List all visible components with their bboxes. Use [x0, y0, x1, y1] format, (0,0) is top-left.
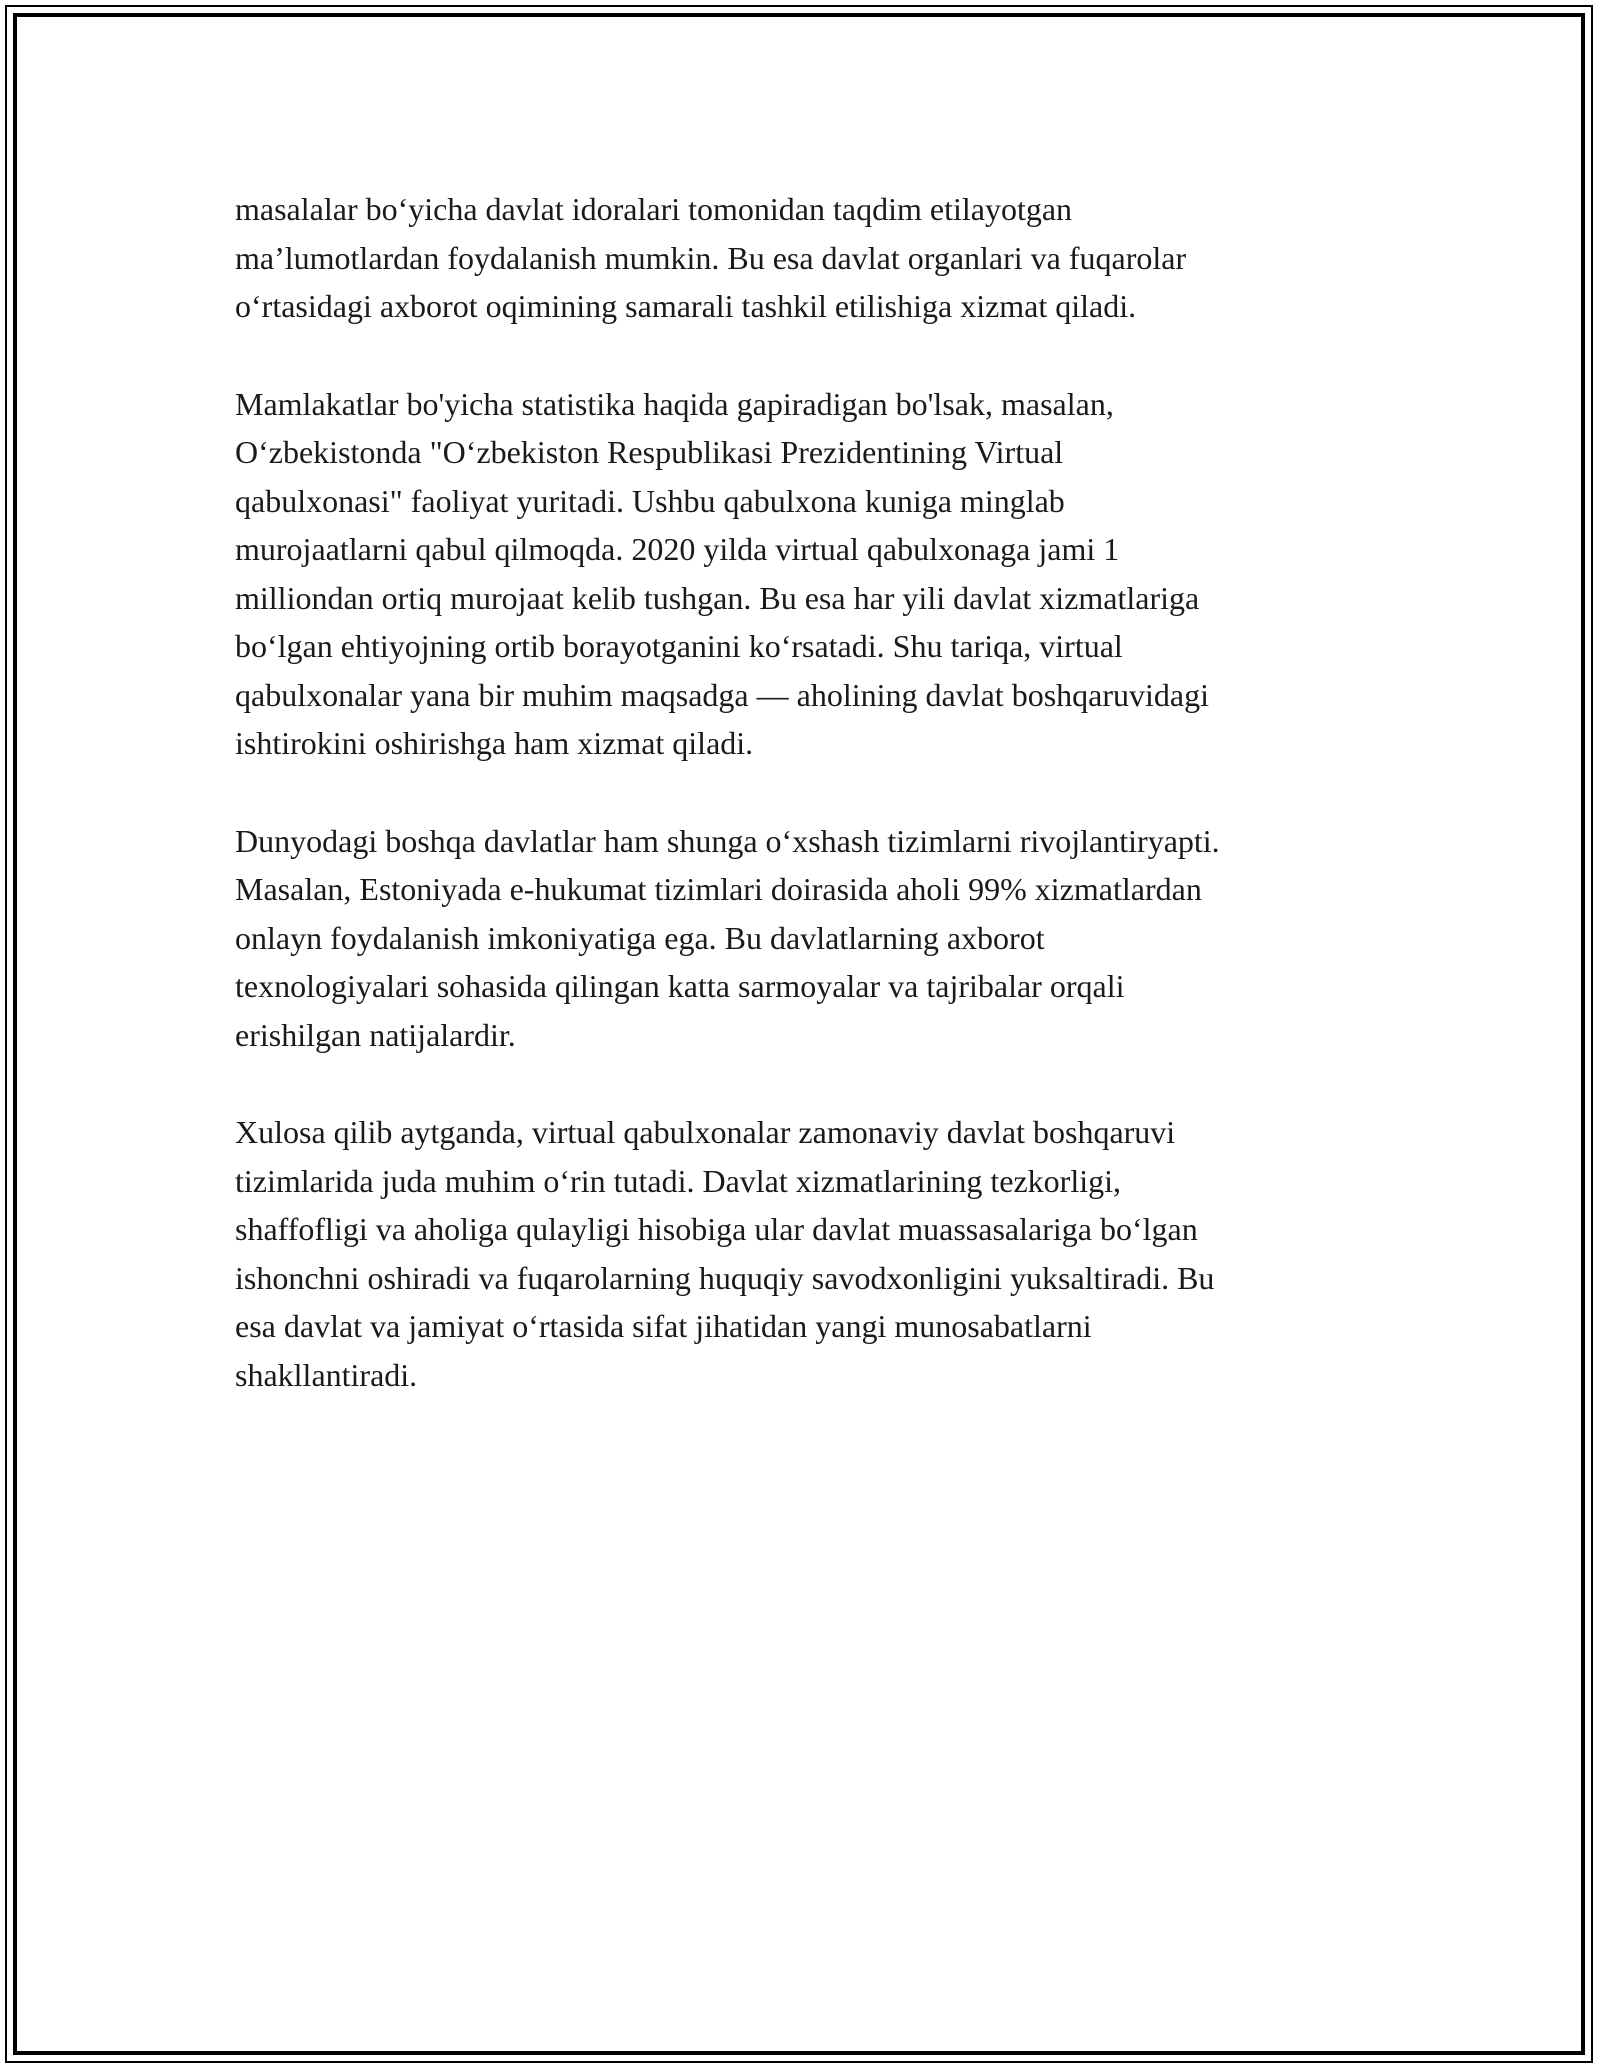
text-line: Mamlakatlar bo'yicha statistika haqida gapiradigan bo'lsak, masalan, — [235, 385, 1114, 422]
document-body — [235, 185, 1385, 1448]
paragraph-2 — [235, 380, 1385, 768]
text-line: masalalar bo‘yicha davlat idoralari tomonidan taqdim etilayotgan — [235, 191, 1073, 227]
text-line: bo‘lgan ehtiyojning ortib borayotganini ko‘rsatadi. Shu tariqa, virtual — [235, 628, 1123, 664]
text-line: erishilgan natijalardir. — [235, 1016, 516, 1053]
text-line: qabulxonasi" faoliyat yuritadi. Ushbu qabulxona kuniga minglab — [235, 482, 1065, 519]
text-line: texnologiyalari sohasida qilingan katta sarmoyalar va tajribalar orqali — [235, 968, 1125, 1004]
text-line: Xulosa qilib aytganda, virtual qabulxonalar zamonaviy davlat boshqaruvi — [235, 1114, 1176, 1150]
text-line: shakllantiradi. — [235, 1356, 418, 1393]
text-line: ishonchni oshiradi va fuqarolarning huquqiy savodxonligini yuksaltiradi. Bu — [235, 1259, 1215, 1296]
text-line: onlayn foydalanish imkoniyatiga ega. Bu davlatlarning axborot — [235, 919, 1045, 956]
text-line: o‘rtasidagi axborot oqimining samarali tashkil etilishiga xizmat qiladi. — [235, 288, 1137, 324]
text-line: tizimlarida juda muhim o‘rin tutadi. Davlat xizmatlarining tezkorligi, — [235, 1162, 1121, 1199]
text-line: ishtirokini oshirishga ham xizmat qiladi. — [235, 725, 754, 761]
text-line: milliondan ortiq murojaat kelib tushgan. Bu esa har yili davlat xizmatlariga — [235, 579, 1200, 616]
text-line: shaffofligi va aholiga qulayligi hisobiga ular davlat muassasalariga bo‘lgan — [235, 1211, 1198, 1247]
text-line: Masalan, Estoniyada e-hukumat tizimlari doirasida aholi 99% xizmatlardan — [235, 871, 1202, 907]
text-line: O‘zbekistonda "O‘zbekiston Respublikasi Prezidentining Virtual — [235, 434, 1064, 470]
text-line: qabulxonalar yana bir muhim maqsadga — aholining davlat boshqaruvidagi — [235, 676, 1209, 713]
text-line: esa davlat va jamiyat o‘rtasida sifat jihatidan yangi munosabatlarni — [235, 1308, 1092, 1344]
paragraph-4 — [235, 1108, 1385, 1399]
text-line: murojaatlarni qabul qilmoqda. 2020 yilda virtual qabulxonaga jami 1 — [235, 531, 1120, 567]
paragraph-3 — [235, 817, 1385, 1060]
paragraph-1 — [235, 185, 1385, 331]
text-line: Dunyodagi boshqa davlatlar ham shunga o‘xshash tizimlarni rivojlantiryapti. — [235, 822, 1220, 859]
text-line: ma’lumotlardan foydalanish mumkin. Bu esa davlat organlari va fuqarolar — [235, 239, 1187, 276]
